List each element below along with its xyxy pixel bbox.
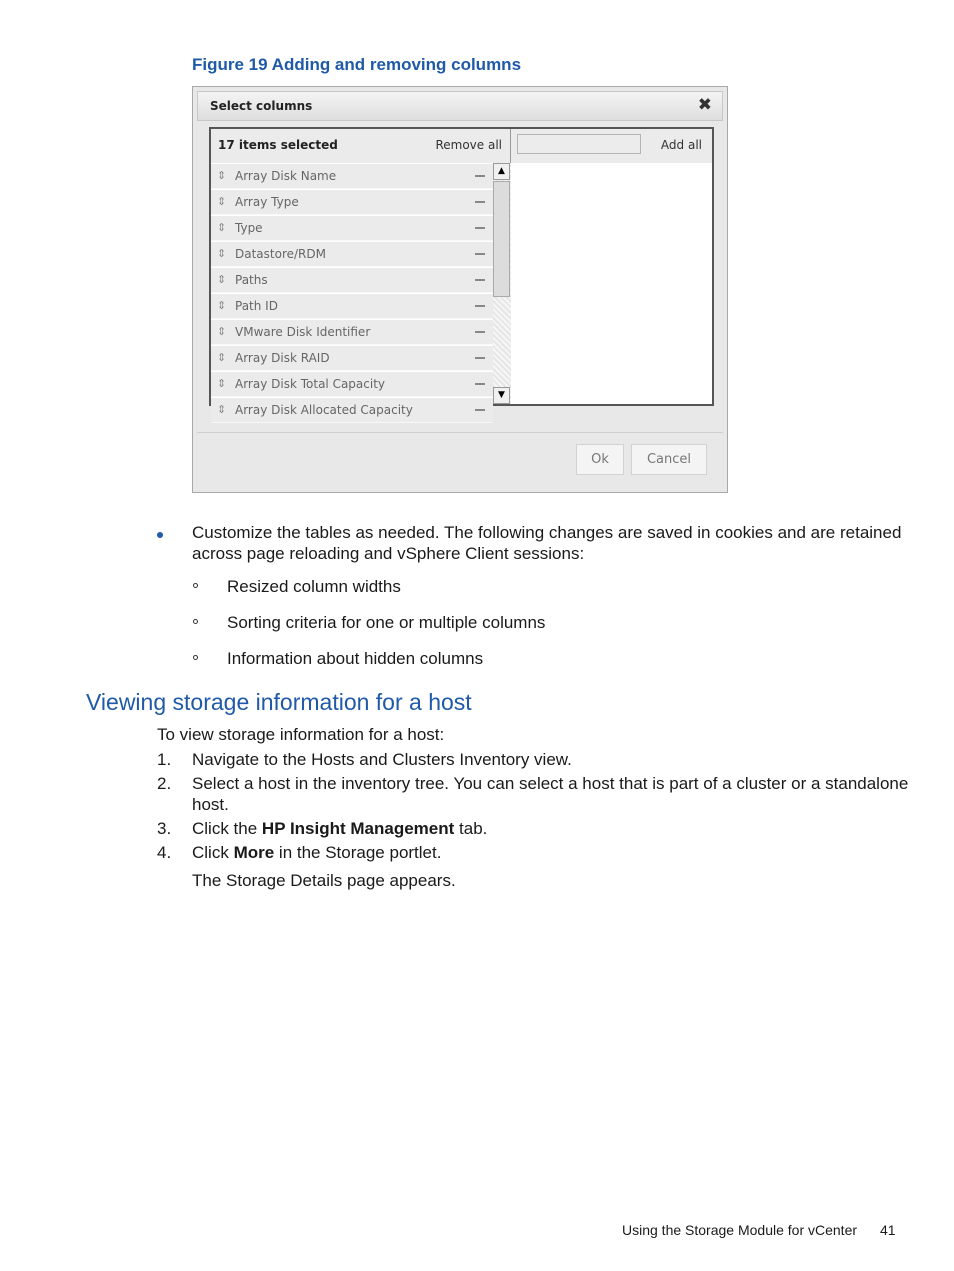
minus-icon[interactable] <box>475 331 485 333</box>
drag-handle-icon[interactable]: ⇕ <box>217 195 227 208</box>
scroll-up-icon[interactable]: ▲ <box>493 163 510 180</box>
list-item[interactable] <box>211 216 493 241</box>
list-item-label: Path ID <box>235 299 278 313</box>
selected-count: 17 items selected <box>218 138 338 152</box>
list-item-label: Array Type <box>235 195 299 209</box>
list-item-label: Paths <box>235 273 268 287</box>
minus-icon[interactable] <box>475 227 485 229</box>
drag-handle-icon[interactable]: ⇕ <box>217 299 227 312</box>
drag-handle-icon[interactable]: ⇕ <box>217 221 227 234</box>
minus-icon[interactable] <box>475 279 485 281</box>
step-number: 3. <box>157 819 172 838</box>
filter-input[interactable] <box>517 134 641 154</box>
scroll-down-icon[interactable]: ▼ <box>493 387 510 404</box>
select-columns-dialog <box>192 86 728 493</box>
sub-item: Information about hidden columns <box>227 649 484 668</box>
bullet-text-line-1: Customize the tables as needed. The following changes are saved in cookies and are retained <box>192 523 902 542</box>
step-text-part: Click <box>192 843 234 862</box>
step-number: 2. <box>157 774 172 793</box>
list-item-label: Array Disk RAID <box>235 351 330 365</box>
close-icon[interactable]: ✖ <box>697 95 712 115</box>
dialog-title-bar <box>197 91 723 121</box>
list-item-label: Type <box>235 221 263 235</box>
ok-button[interactable]: Ok <box>576 444 624 475</box>
figure-caption: Figure 19 Adding and removing columns <box>192 55 522 74</box>
list-item[interactable] <box>211 346 493 371</box>
result-text: The Storage Details page appears. <box>192 871 456 890</box>
selected-columns-list <box>211 163 493 417</box>
list-scrollbar[interactable] <box>493 163 511 404</box>
section-heading: Viewing storage information for a host <box>86 689 472 715</box>
step-text-bold: More <box>233 843 275 862</box>
step-text-continued: host. <box>192 795 229 814</box>
sub-item: Resized column widths <box>227 577 401 596</box>
footer-text: Using the Storage Module for vCenter <box>622 1222 858 1238</box>
list-item[interactable] <box>211 294 493 319</box>
dialog-divider <box>197 432 723 433</box>
drag-handle-icon[interactable]: ⇕ <box>217 377 227 390</box>
list-item[interactable] <box>211 242 493 267</box>
drag-handle-icon[interactable]: ⇕ <box>217 325 227 338</box>
list-item[interactable] <box>211 268 493 293</box>
list-item[interactable] <box>211 372 493 397</box>
step-text: Select a host in the inventory tree. You can select a host that is part of a cluster or a standalone <box>192 774 909 793</box>
step-text <box>192 819 487 839</box>
available-columns-pane <box>511 129 712 404</box>
minus-icon[interactable] <box>475 383 485 385</box>
column-panes <box>209 127 714 417</box>
list-item-label: Datastore/RDM <box>235 247 326 261</box>
drag-handle-icon[interactable]: ⇕ <box>217 403 227 416</box>
drag-handle-icon[interactable]: ⇕ <box>217 351 227 364</box>
step-number: 1. <box>157 750 172 769</box>
bullet-icon <box>157 532 163 538</box>
sub-bullet-icon <box>193 583 198 588</box>
page-number: 41 <box>880 1222 896 1238</box>
step-text: Navigate to the Hosts and Clusters Inventory view. <box>192 750 572 769</box>
minus-icon[interactable] <box>475 305 485 307</box>
available-columns-header <box>511 129 712 163</box>
cancel-button[interactable]: Cancel <box>631 444 707 475</box>
sub-bullet-icon <box>193 655 198 660</box>
bullet-text-line-2: across page reloading and vSphere Client sessions: <box>192 544 585 563</box>
minus-icon[interactable] <box>475 253 485 255</box>
list-item[interactable] <box>211 320 493 345</box>
intro-text: To view storage information for a host: <box>157 725 445 744</box>
sub-item: Sorting criteria for one or multiple columns <box>227 613 546 632</box>
list-item-label: VMware Disk Identifier <box>235 325 371 339</box>
step-text-part: Click the <box>192 819 262 838</box>
drag-handle-icon[interactable]: ⇕ <box>217 169 227 182</box>
step-number: 4. <box>157 843 172 862</box>
dialog-title: Select columns <box>210 99 313 113</box>
add-all-link[interactable]: Add all <box>660 138 702 152</box>
list-item-label: Array Disk Allocated Capacity <box>235 403 413 417</box>
drag-handle-icon[interactable]: ⇕ <box>217 273 227 286</box>
drag-handle-icon[interactable]: ⇕ <box>217 247 227 260</box>
sub-bullet-icon <box>193 619 198 624</box>
list-item[interactable] <box>211 398 493 423</box>
selected-columns-pane <box>211 129 511 417</box>
minus-icon[interactable] <box>475 357 485 359</box>
list-item[interactable] <box>211 164 493 189</box>
selected-columns-header <box>211 129 510 163</box>
minus-icon[interactable] <box>475 409 485 411</box>
minus-icon[interactable] <box>475 175 485 177</box>
list-item-label: Array Disk Total Capacity <box>235 377 386 391</box>
step-text <box>192 843 441 863</box>
list-item[interactable] <box>211 190 493 215</box>
step-text-bold: HP Insight Management <box>261 819 455 838</box>
step-text-part: tab. <box>454 819 488 838</box>
list-item-label: Array Disk Name <box>235 169 337 183</box>
remove-all-link[interactable]: Remove all <box>435 138 502 152</box>
minus-icon[interactable] <box>475 201 485 203</box>
step-text-part: in the Storage portlet. <box>274 843 442 862</box>
scrollbar-thumb[interactable] <box>493 181 510 297</box>
